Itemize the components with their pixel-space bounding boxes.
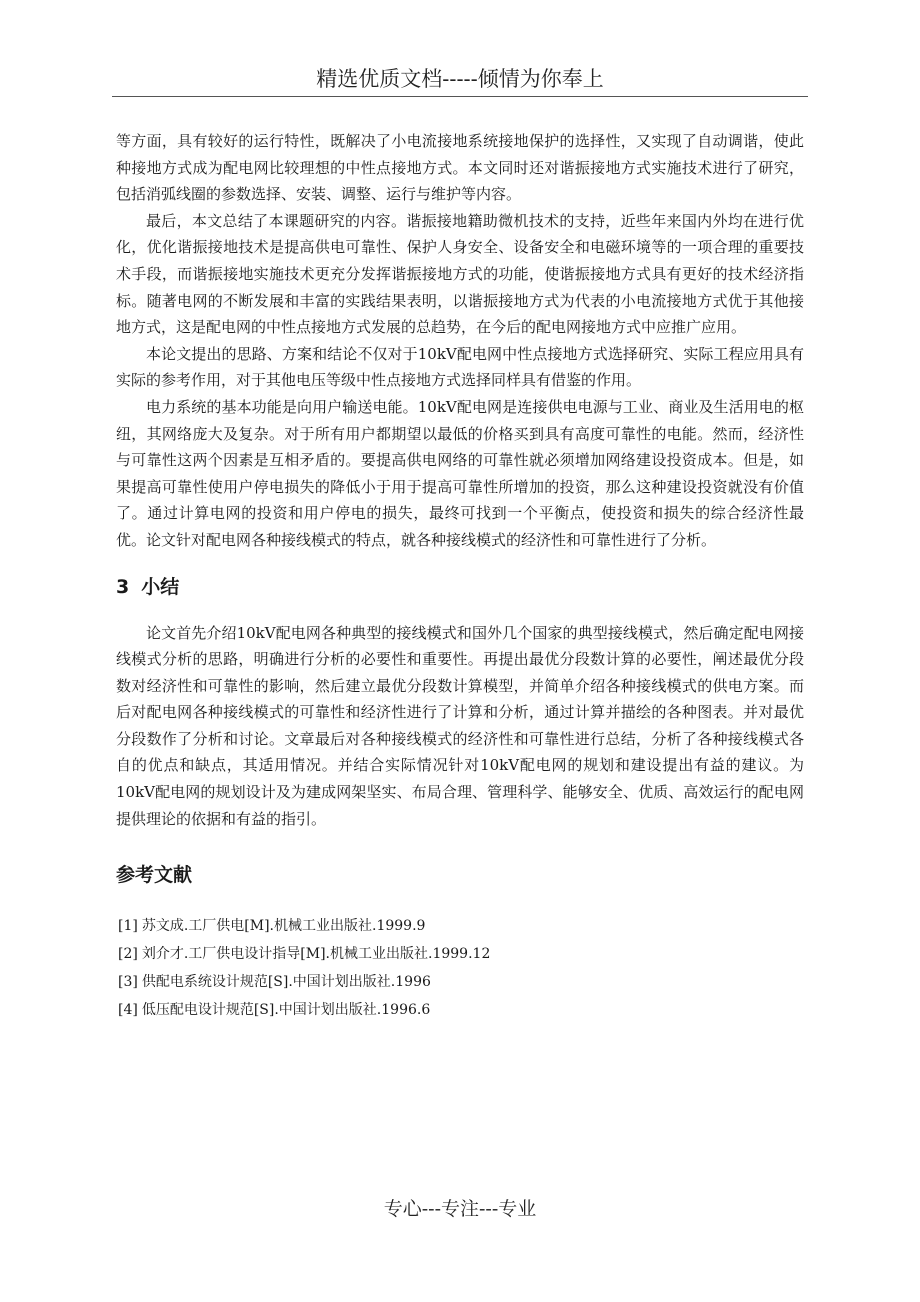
reference-item [118,940,804,968]
reference-number: [4] [118,1002,138,1019]
reference-item [118,996,804,1024]
summary-paragraph: 论文首先介绍10kV配电网各种典型的接线模式和国外几个国家的典型接线模式，然后确定配电网接线模式分析的思路，明确进行分析的必要性和重要性。再提出最优分段数计算的必要性，阐述最优分段数对经济性和可靠性的影响，然后建立最优分段数计算模型，并简单介绍各种接线模式的供电方案。而后对配电网各种接线模式的可靠性和经济性进行了计算和分析，通过计算并描绘的各种图表。并对最优分段数作了分析和讨论。文章最后对各种接线模式的经济性和可靠性进行总结，分析了各种接线模式各自的优点和缺点，其适用情况。并结合实际情况针对10kV配电网的规划和建设提出有益的建议。为10kV配电网的规划设计及为建成网架坚实、布局合理、管理科学、能够安全、优质、高效运行的配电网提供理论的依据和有益的指引。 [116,623,804,828]
section-heading-summary [116,572,804,602]
references-heading: 参考文献 [116,864,193,887]
footer-text: 专心---专注---专业 [383,1198,537,1220]
reference-item [118,968,804,996]
body-paragraph: 等方面，具有较好的运行特性，既解决了小电流接地系统接地保护的选择性，又实现了自动调谐，使此种接地方式成为配电网比较理想的中性点接地方式。本文同时还对谐振接地方式实施技术进行了研究，包括消弧线圈的参数选择、安装、调整、运行与维护等内容。 [116,132,804,204]
body-paragraph: 电力系统的基本功能是向用户输送电能。10kV配电网是连接供电电源与工业、商业及生活用电的枢纽，其网络庞大及复杂。对于所有用户都期望以最低的价格买到具有高度可靠性的电能。然而，经济性与可靠性这两个因素是互相矛盾的。要提高供电网络的可靠性就必须增加网络建设投资成本。但是，如果提高可靠性使用户停电损失的降低小于用于提高可靠性所增加的投资，那么这种建设投资就没有价值了。通过计算电网的投资和用户停电的损失，最终可找到一个平衡点，使投资和损失的综合经济性最优。论文针对配电网各种接线模式的特点，就各种接线模式的经济性和可靠性进行了分析。 [116,397,804,549]
page-footer [0,1194,920,1224]
reference-text: 供配电系统设计规范[S].中国计划出版社.1996 [141,974,431,991]
reference-list [116,912,804,1024]
page-header [112,62,808,97]
body-paragraph: 本论文提出的思路、方案和结论不仅对于10kV配电网中性点接地方式选择研究、实际工程应用具有实际的参考作用，对于其他电压等级中性点接地方式选择同样具有借鉴的作用。 [116,344,804,390]
reference-text: 苏文成.工厂供电[M].机械工业出版社.1999.9 [141,918,426,935]
reference-text: 刘介才.工厂供电设计指导[M].机械工业出版社.1999.12 [141,946,491,963]
body-paragraph: 最后，本文总结了本课题研究的内容。谐振接地籍助微机技术的支持，近些年来国内外均在进行优化，优化谐振接地技术是提高供电可靠性、保护人身安全、设备安全和电磁环境等的一项合理的重要技术手段，而谐振接地实施技术更充分发挥谐振接地方式的功能，使谐振接地方式具有更好的技术经济指标。随著电网的不断发展和丰富的实践结果表明，以谐振接地方式为代表的小电流接地方式优于其他接地方式，这是配电网的中性点接地方式发展的总趋势，在今后的配电网接地方式中应推广应用。 [116,211,804,337]
reference-number: [1] [118,918,138,935]
section-number: 3 [116,575,130,598]
header-title: 精选优质文档-----倾情为你奉上 [316,67,604,91]
section-title: 小结 [141,575,180,598]
document-body [116,128,804,1024]
reference-number: [3] [118,974,138,991]
reference-number: [2] [118,946,138,963]
reference-item [118,912,804,940]
reference-text: 低压配电设计规范[S].中国计划出版社.1996.6 [141,1002,431,1019]
